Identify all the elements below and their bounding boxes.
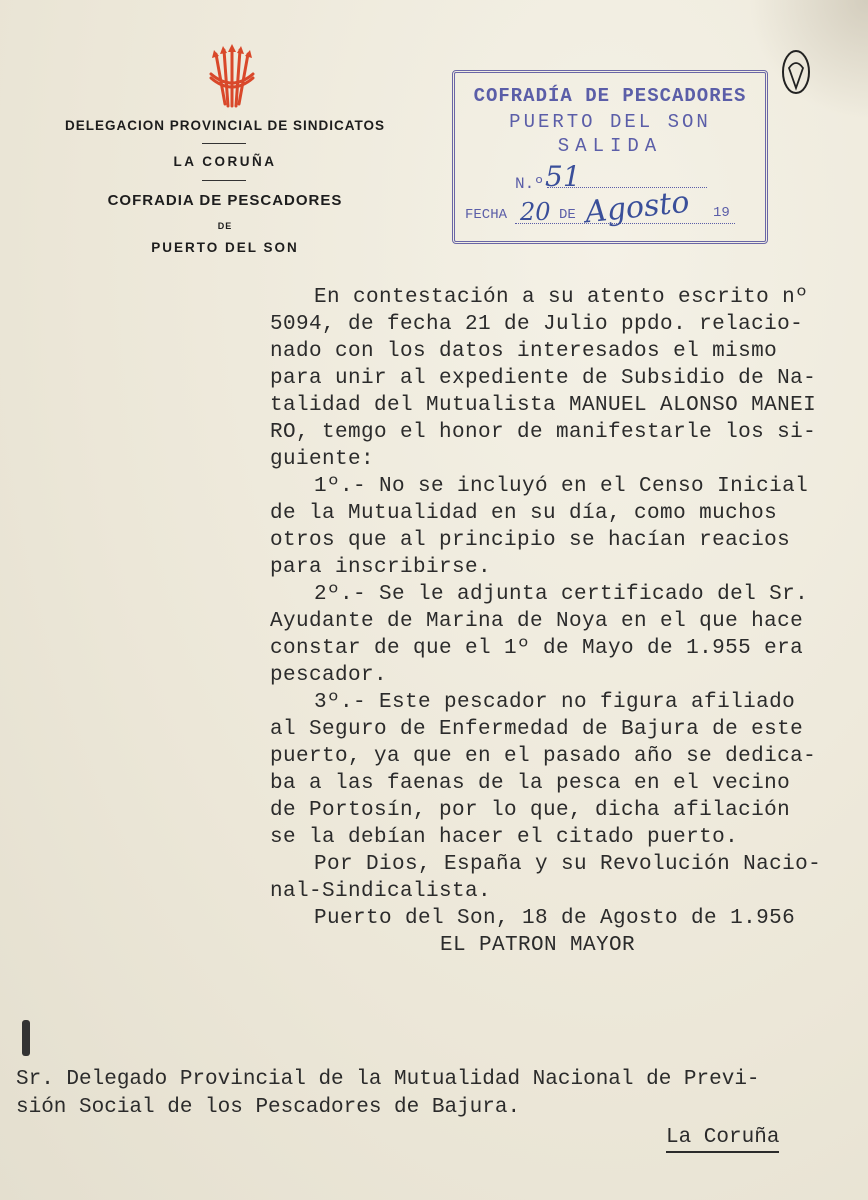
handwritten-day: 20 bbox=[520, 198, 551, 226]
body-line: nal-Sindicalista. bbox=[270, 880, 492, 903]
stamp-line2: PUERTO DEL SON bbox=[509, 111, 711, 133]
handwritten-month: Agosto bbox=[583, 184, 691, 231]
body-line: Ayudante de Marina de Noya en el que hace bbox=[270, 610, 804, 633]
seal-icon bbox=[780, 48, 812, 100]
stamp-line3: SALIDA bbox=[557, 135, 663, 157]
letterhead-line3: COFRADIA DE PESCADORES bbox=[107, 192, 343, 209]
body-line: de la Mutualidad en su día, como muchos bbox=[270, 502, 778, 525]
body-line: 2º.- Se le adjunta certificado del Sr. bbox=[314, 583, 809, 606]
letterhead-line2: LA CORUÑA bbox=[173, 154, 277, 169]
body-line: al Seguro de Enfermedad de Bajura de este bbox=[270, 718, 804, 741]
body-line: Por Dios, España y su Revolución Nacio- bbox=[314, 853, 822, 876]
yoke-and-arrows-icon bbox=[207, 44, 257, 110]
stamp-number-label: N.º bbox=[515, 175, 544, 193]
body-line: nado con los datos interesados el mismo bbox=[270, 340, 778, 363]
place-date-line: Puerto del Son, 18 de Agosto de 1.956 bbox=[314, 907, 796, 930]
body-line: para inscribirse. bbox=[270, 556, 492, 579]
letterhead-line5: PUERTO DEL SON bbox=[151, 240, 299, 255]
body-line: constar de que el 1º de Mayo de 1.955 era bbox=[270, 637, 804, 660]
divider bbox=[202, 143, 246, 144]
body-line: se la debían hacer el citado puerto. bbox=[270, 826, 739, 849]
body-line: guiente: bbox=[270, 448, 375, 471]
signature-title: EL PATRON MAYOR bbox=[440, 934, 636, 957]
ink-blot bbox=[22, 1020, 30, 1056]
letterhead-line4: DE bbox=[217, 221, 233, 231]
stamp-line1: COFRADÍA DE PESCADORES bbox=[473, 85, 747, 107]
body-line: de Portosín, por lo que, dicha afilación bbox=[270, 799, 791, 822]
body-line: puerto, ya que en el pasado año se dedica- bbox=[270, 745, 817, 768]
addressee-line1: Sr. Delegado Provincial de la Mutualidad Nacional de Previ- bbox=[16, 1068, 760, 1091]
stamp-year-label: 19 bbox=[713, 205, 730, 221]
stamp-de-label: DE bbox=[559, 207, 576, 223]
body-line: pescador. bbox=[270, 664, 388, 687]
body-line: 3º.- Este pescador no figura afiliado bbox=[314, 691, 796, 714]
addressee-city: La Coruña bbox=[666, 1126, 779, 1153]
body-line: otros que al principio se hacían reacios bbox=[270, 529, 791, 552]
body-line: En contestación a su atento escrito nº bbox=[314, 286, 809, 309]
handwritten-number: 51 bbox=[545, 160, 581, 193]
body-line: 5094, de fecha 21 de Julio ppdo. relacio- bbox=[270, 313, 804, 336]
addressee-line2: sión Social de los Pescadores de Bajura. bbox=[16, 1096, 521, 1119]
divider bbox=[202, 180, 246, 181]
body-line: RO, temgo el honor de manifestarle los si- bbox=[270, 421, 817, 444]
body-line: talidad del Mutualista MANUEL ALONSO MANEI bbox=[270, 394, 817, 417]
stamp-date-label: FECHA bbox=[465, 207, 508, 223]
letterhead-line1: DELEGACION PROVINCIAL DE SINDICATOS bbox=[64, 118, 386, 133]
body-line: 1º.- No se incluyó en el Censo Inicial bbox=[314, 475, 809, 498]
body-line: ba a las faenas de la pesca en el vecino bbox=[270, 772, 791, 795]
body-line: para unir al expediente de Subsidio de Na- bbox=[270, 367, 817, 390]
